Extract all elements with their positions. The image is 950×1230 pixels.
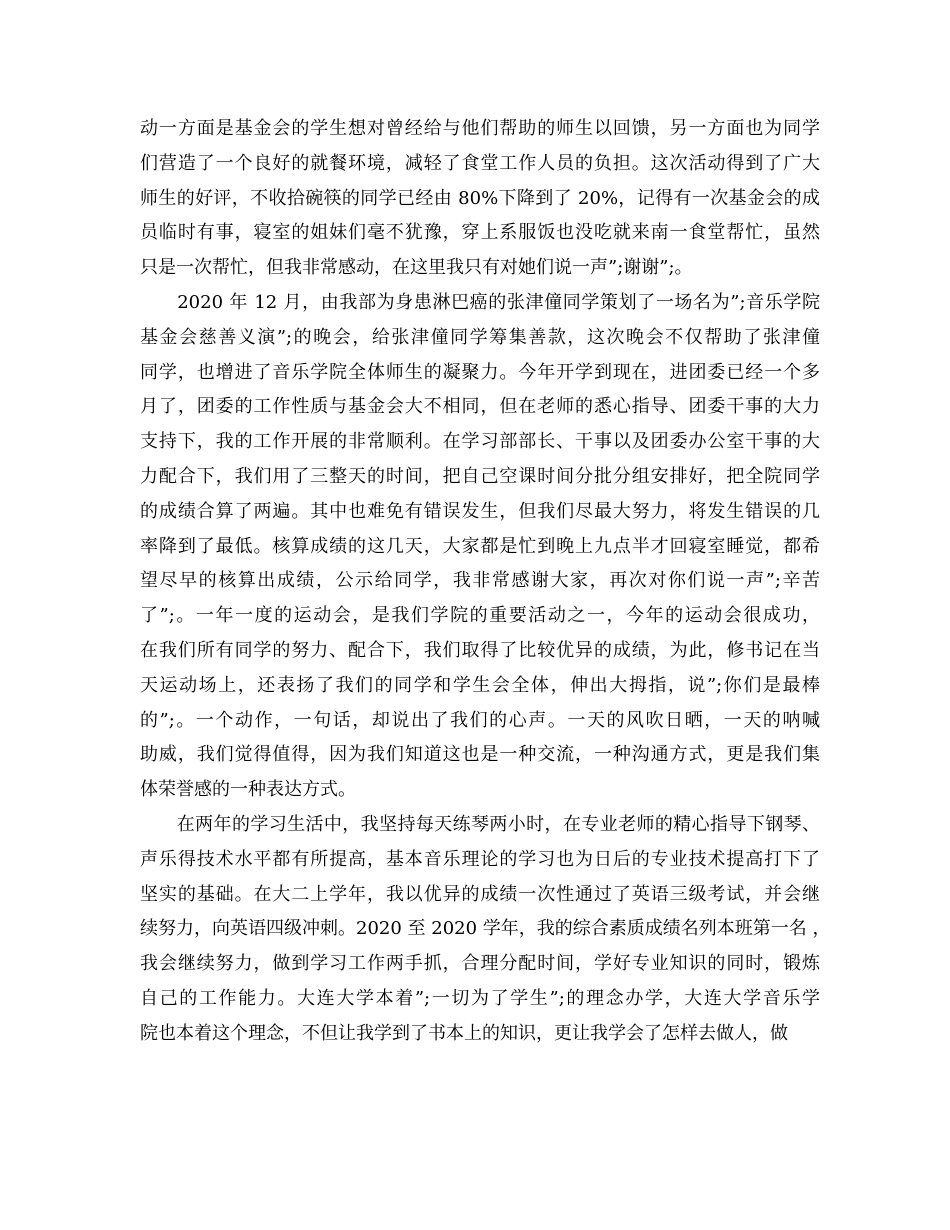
- text-line: 们营造了一个良好的就餐环境，减轻了食堂工作人员的负担。这次活动得到了广大: [140, 152, 820, 174]
- text-line: 望尽早的核算出成绩，公示给同学，我非常感谢大家，再次对你们说一声”;辛苦: [140, 570, 820, 592]
- document-body: [140, 112, 831, 1052]
- text-line: 2020 年 12 月，由我部为身患淋巴癌的张津僮同学策划了一场名为”;音乐学院: [140, 291, 820, 313]
- text-line: 院也本着这个理念，不但让我学到了书本上的知识，更让我学会了怎样去做人，做: [140, 1022, 788, 1044]
- paragraph-p3: [140, 808, 831, 1052]
- text-line: 支持下，我的工作开展的非常顺利。在学习部部长、干事以及团委办公室干事的大: [140, 431, 820, 453]
- text-line: 续努力，向英语四级冲刺。2020 至 2020 学年，我的综合素质成绩名列本班第一名 ，: [140, 918, 831, 940]
- text-line: 我会继续努力，做到学习工作两手抓，合理分配时间，学好专业知识的同时，锻炼: [140, 953, 820, 975]
- text-line: 声乐得技术水平都有所提高，基本音乐理论的学习也为日后的专业技术提高打下了: [140, 848, 820, 870]
- text-line: 天运动场上，还表扬了我们的同学和学生会全体，伸出大拇指，说”;你们是最棒: [140, 674, 820, 696]
- text-line: 员临时有事，寝室的姐妹们毫不犹豫，穿上系服饭也没吃就来南一食堂帮忙，虽然: [140, 222, 820, 244]
- text-line: 体荣誉感的一种表达方式。: [140, 779, 356, 801]
- text-line: 率降到了最低。核算成绩的这几天，大家都是忙到晚上九点半才回寝室睡觉，都希: [140, 535, 820, 557]
- text-line: 在我们所有同学的努力、配合下，我们取得了比较优异的成绩，为此，修书记在当: [140, 639, 820, 661]
- text-line: 的成绩合算了两遍。其中也难免有错误发生，但我们尽最大努力，将发生错误的几: [140, 500, 820, 522]
- text-line: 在两年的学习生活中，我坚持每天练琴两小时，在专业老师的精心指导下钢琴、: [140, 813, 820, 835]
- text-line: 动一方面是基金会的学生想对曾经给与他们帮助的师生以回馈，另一方面也为同学: [140, 118, 820, 139]
- text-line: 自己的工作能力。大连大学本着”;一切为了学生”;的理念办学，大连大学音乐学: [140, 987, 820, 1009]
- text-line: 月了，团委的工作性质与基金会大不相同，但在老师的悉心指导、团委干事的大力: [140, 396, 820, 418]
- text-line: 师生的好评，不收拾碗筷的同学已经由 80%下降到了 20%，记得有一次基金会的成: [140, 187, 820, 209]
- paragraph-p2: [140, 286, 820, 808]
- text-line: 助威，我们觉得值得，因为我们知道这也是一种交流，一种沟通方式，更是我们集: [140, 744, 820, 766]
- text-line: 力配合下，我们用了三整天的时间，把自己空课时间分批分组安排好，把全院同学: [140, 465, 820, 487]
- text-line: 只是一次帮忙，但我非常感动，在这里我只有对她们说一声”;谢谢”;。: [140, 257, 693, 279]
- text-line: 坚实的基础。在大二上学年，我以优异的成绩一次性通过了英语三级考试，并会继: [140, 883, 820, 905]
- text-line: 基金会慈善义演”;的晚会，给张津僮同学筹集善款，这次晚会不仅帮助了张津僮: [140, 326, 820, 348]
- text-line: 了”;。一年一度的运动会，是我们学院的重要活动之一，今年的运动会很成功，: [140, 605, 820, 627]
- text-line: 的”;。一个动作，一句话，却说出了我们的心声。一天的风吹日晒，一天的呐喊: [140, 709, 820, 731]
- text-line: 同学，也增进了音乐学院全体师生的凝聚力。今年开学到现在，进团委已经一个多: [140, 361, 820, 383]
- paragraph-p1: [140, 112, 820, 286]
